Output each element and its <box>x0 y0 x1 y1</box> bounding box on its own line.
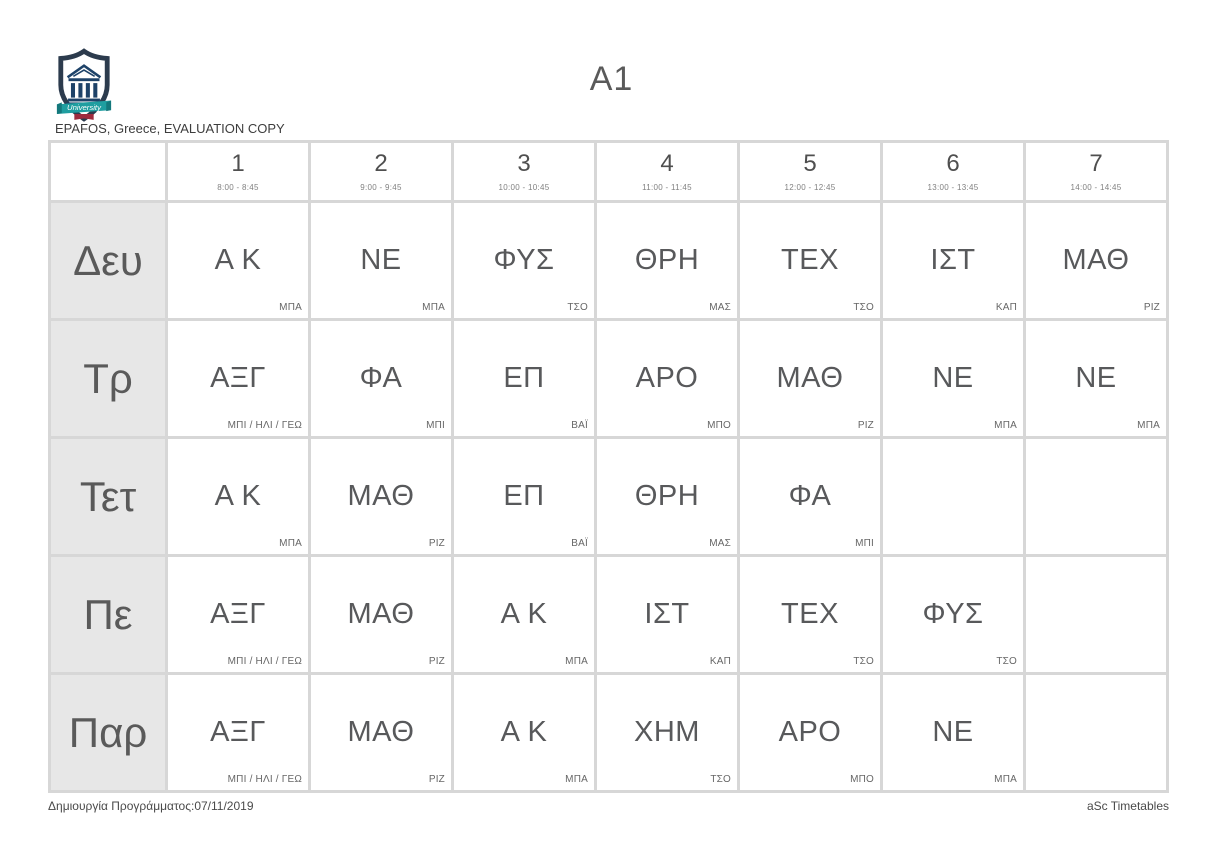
lesson-cell <box>883 557 1023 672</box>
day-label-monday: Δευ <box>51 203 165 318</box>
teacher-code: ΜΠΑ <box>279 302 302 313</box>
subject-label: ΦΑ <box>359 362 403 394</box>
subject-label: ΑΡΟ <box>778 716 842 748</box>
lesson-cell <box>454 557 594 672</box>
teacher-code: ΜΠΟ <box>707 420 731 431</box>
period-header-5 <box>740 143 880 200</box>
page-footer <box>48 799 1169 813</box>
subject-label: ΜΑΘ <box>347 480 415 512</box>
lesson-cell <box>454 203 594 318</box>
day-label-wednesday: Τετ <box>51 439 165 554</box>
creation-date-label: Δημιουργία Προγράμματος:07/11/2019 <box>48 799 254 813</box>
period-number: 6 <box>946 149 960 177</box>
period-header-2 <box>311 143 451 200</box>
subject-label: ΜΑΘ <box>776 362 844 394</box>
teacher-code: ΜΠΑ <box>994 774 1017 785</box>
teacher-code: ΚΑΠ <box>709 656 731 667</box>
subject-label: Α Κ <box>214 244 262 276</box>
lesson-cell <box>1026 321 1166 436</box>
period-time: 14:00 - 14:45 <box>1070 182 1122 192</box>
timetable-grid <box>48 140 1169 793</box>
subject-label: ΕΠ <box>503 362 545 394</box>
subject-label: ΙΣΤ <box>644 598 690 630</box>
teacher-code: ΤΣΟ <box>853 302 874 313</box>
asc-timetables-label: aSc Timetables <box>1086 799 1169 813</box>
lesson-cell <box>454 675 594 790</box>
lesson-cell-empty <box>1026 439 1166 554</box>
lesson-cell <box>454 321 594 436</box>
lesson-cell <box>740 203 880 318</box>
lesson-cell <box>1026 203 1166 318</box>
subject-label: Α Κ <box>500 598 548 630</box>
teacher-code: ΜΠΑ <box>565 774 588 785</box>
teacher-code: ΡΙΖ <box>428 538 445 549</box>
subject-label: ΑΞΓ <box>210 598 266 630</box>
subject-label: ΝΕ <box>932 362 974 394</box>
lesson-cell <box>740 675 880 790</box>
period-time: 8:00 - 8:45 <box>217 182 259 192</box>
subject-label: ΘΡΗ <box>634 244 700 276</box>
logo-banner-text: University <box>67 103 101 113</box>
lesson-cell <box>311 203 451 318</box>
lesson-cell <box>740 321 880 436</box>
day-row-friday <box>51 675 1166 790</box>
day-label-friday: Παρ <box>51 675 165 790</box>
period-number: 5 <box>803 149 817 177</box>
teacher-code: ΤΣΟ <box>710 774 731 785</box>
lesson-cell <box>168 439 308 554</box>
teacher-code: ΜΠΙ <box>426 420 445 431</box>
lesson-cell <box>883 203 1023 318</box>
lesson-cell <box>597 675 737 790</box>
period-header-6 <box>883 143 1023 200</box>
subject-label: ΝΕ <box>932 716 974 748</box>
period-time: 12:00 - 12:45 <box>784 182 836 192</box>
lesson-cell <box>597 439 737 554</box>
period-number: 1 <box>231 149 245 177</box>
period-header-3 <box>454 143 594 200</box>
teacher-code: ΒΑΪ <box>571 420 588 431</box>
period-time: 11:00 - 11:45 <box>642 182 692 192</box>
lesson-cell <box>454 439 594 554</box>
teacher-code: ΒΑΪ <box>571 538 588 549</box>
day-label-tuesday: Τρ <box>51 321 165 436</box>
day-label-thursday: Πε <box>51 557 165 672</box>
teacher-code: ΤΣΟ <box>853 656 874 667</box>
lesson-cell <box>740 557 880 672</box>
corner-cell <box>51 143 165 200</box>
subject-label: ΑΞΓ <box>210 362 266 394</box>
teacher-code: ΜΠΑ <box>994 420 1017 431</box>
teacher-code: ΤΣΟ <box>996 656 1017 667</box>
lesson-cell <box>311 675 451 790</box>
lesson-cell <box>311 439 451 554</box>
subject-label: ΦΥΣ <box>922 598 984 630</box>
subject-label: ΦΑ <box>788 480 832 512</box>
subject-label: ΦΥΣ <box>493 244 555 276</box>
teacher-code: ΤΣΟ <box>567 302 588 313</box>
teacher-code: ΜΠΙ / ΗΛΙ / ΓΕΩ <box>227 774 302 785</box>
subject-label: ΜΑΘ <box>347 716 415 748</box>
teacher-code: ΡΙΖ <box>1143 302 1160 313</box>
day-row-wednesday <box>51 439 1166 554</box>
lesson-cell <box>168 203 308 318</box>
period-header-1 <box>168 143 308 200</box>
period-header-row <box>51 143 1166 200</box>
teacher-code: ΡΙΖ <box>428 774 445 785</box>
subject-label: Α Κ <box>214 480 262 512</box>
teacher-code: ΜΑΣ <box>709 538 731 549</box>
period-header-7 <box>1026 143 1166 200</box>
subject-label: ΜΑΘ <box>347 598 415 630</box>
subject-label: ΙΣΤ <box>930 244 976 276</box>
lesson-cell-empty <box>883 439 1023 554</box>
lesson-cell <box>597 557 737 672</box>
teacher-code: ΜΠΙ / ΗΛΙ / ΓΕΩ <box>227 420 302 431</box>
teacher-code: ΜΠΑ <box>1137 420 1160 431</box>
lesson-cell <box>168 321 308 436</box>
teacher-code: ΜΠΑ <box>279 538 302 549</box>
lesson-cell <box>883 321 1023 436</box>
period-header-4 <box>597 143 737 200</box>
day-row-thursday <box>51 557 1166 672</box>
period-time: 10:00 - 10:45 <box>498 182 550 192</box>
subject-label: ΤΕΧ <box>781 598 839 630</box>
teacher-code: ΜΠΙ / ΗΛΙ / ΓΕΩ <box>227 656 302 667</box>
subject-label: ΧΗΜ <box>634 716 700 748</box>
lesson-cell <box>311 557 451 672</box>
teacher-code: ΜΑΣ <box>709 302 731 313</box>
subject-label: ΘΡΗ <box>634 480 700 512</box>
subject-label: Α Κ <box>500 716 548 748</box>
subject-label: ΝΕ <box>360 244 402 276</box>
period-number: 3 <box>517 149 531 177</box>
period-number: 7 <box>1089 149 1103 177</box>
teacher-code: ΜΠΙ <box>855 538 874 549</box>
lesson-cell <box>883 675 1023 790</box>
day-row-tuesday <box>51 321 1166 436</box>
subject-label: ΕΠ <box>503 480 545 512</box>
teacher-code: ΡΙΖ <box>857 420 874 431</box>
teacher-code: ΜΠΑ <box>422 302 445 313</box>
lesson-cell-empty <box>1026 675 1166 790</box>
lesson-cell <box>168 557 308 672</box>
subject-label: ΑΡΟ <box>635 362 699 394</box>
subject-label: ΑΞΓ <box>210 716 266 748</box>
lesson-cell <box>311 321 451 436</box>
teacher-code: ΚΑΠ <box>995 302 1017 313</box>
day-row-monday <box>51 203 1166 318</box>
teacher-code: ΜΠΟ <box>850 774 874 785</box>
period-time: 9:00 - 9:45 <box>360 182 402 192</box>
evaluation-copy-label: EPAFOS, Greece, EVALUATION COPY <box>55 121 285 136</box>
lesson-cell <box>597 321 737 436</box>
page-title: A1 <box>589 60 634 98</box>
lesson-cell <box>168 675 308 790</box>
subject-label: ΝΕ <box>1075 362 1117 394</box>
period-number: 2 <box>374 149 388 177</box>
subject-label: ΜΑΘ <box>1062 244 1130 276</box>
lesson-cell <box>597 203 737 318</box>
period-time: 13:00 - 13:45 <box>927 182 979 192</box>
teacher-code: ΜΠΑ <box>565 656 588 667</box>
teacher-code: ΡΙΖ <box>428 656 445 667</box>
lesson-cell-empty <box>1026 557 1166 672</box>
subject-label: ΤΕΧ <box>781 244 839 276</box>
lesson-cell <box>740 439 880 554</box>
period-number: 4 <box>660 149 674 177</box>
